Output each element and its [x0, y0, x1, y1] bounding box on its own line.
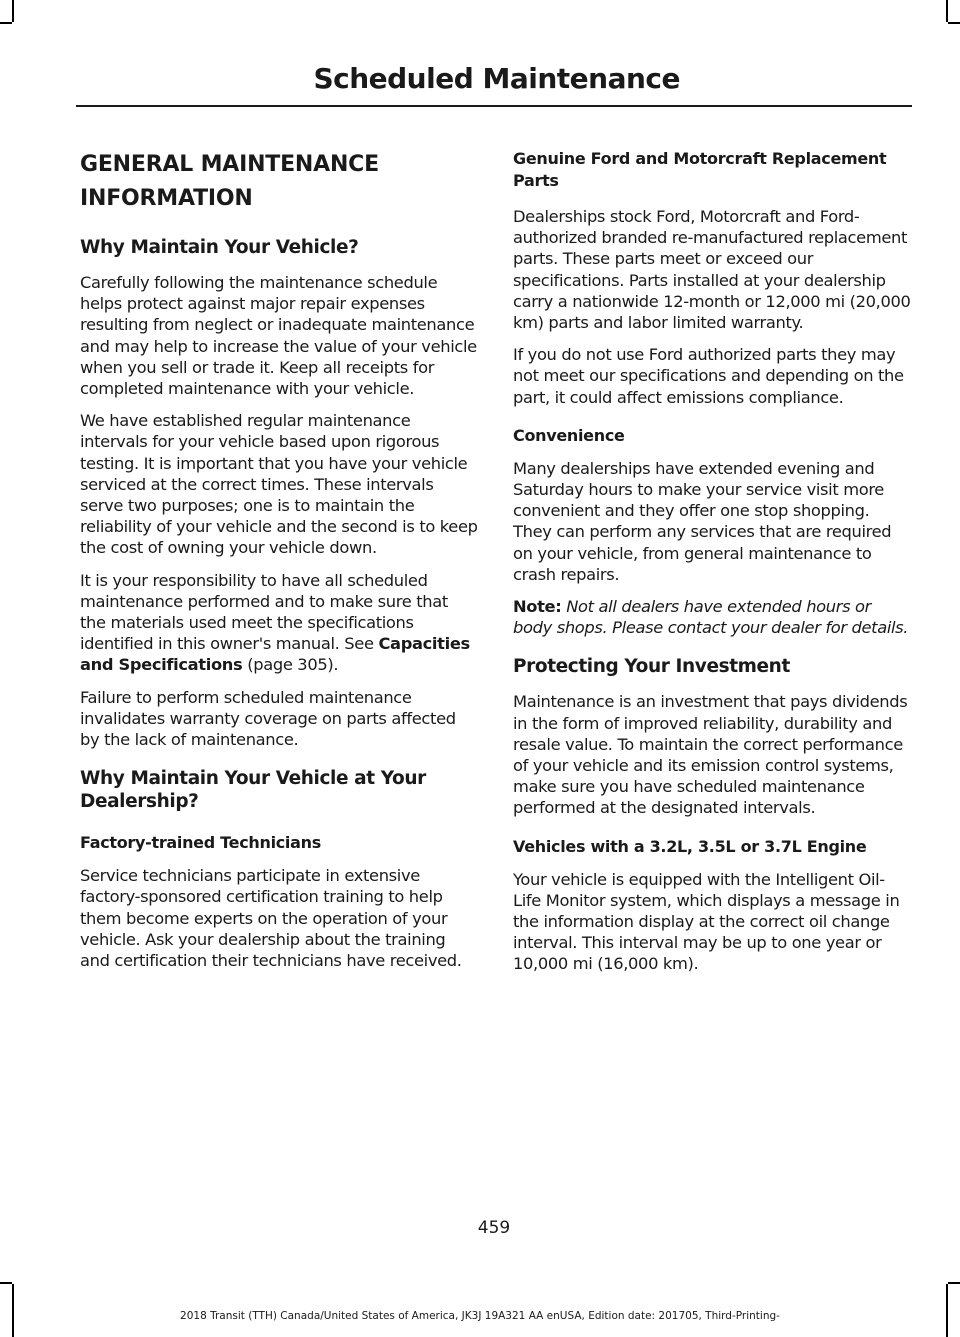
heading-engine: Vehicles with a 3.2L, 3.5L or 3.7L Engine	[513, 836, 867, 856]
header-divider	[76, 105, 912, 107]
crop-mark	[946, 0, 948, 22]
heading-technicians: Factory-trained Technicians	[80, 833, 321, 853]
heading-replacement-parts: Genuine Ford and Motorcraft Replacement Parts	[513, 149, 887, 190]
section-title: Scheduled Maintenance	[313, 62, 680, 95]
paragraph: Many dealerships have extended evening and Saturday hours to make your service visit more convenient and they offer one stop shopping. They can perform any services that are required on your vehicle, from general maintenance to crash repairs.	[513, 458, 892, 584]
left-column	[80, 148, 478, 982]
crop-mark	[948, 22, 960, 24]
footer-edition-info: 2018 Transit (TTH) Canada/United States of America, JK3J 19A321 AA enUSA, Edition date: 201705, Third-Printing-	[180, 1310, 780, 1322]
paragraph: Carefully following the maintenance schedule helps protect against major repair expenses resulting from neglect or inadequate maintenance and may help to increase the value of your vehicle when you sell or trade it. Keep all receipts for completed maintenance with your vehicle.	[80, 273, 477, 399]
page-number: 459	[477, 1218, 511, 1238]
paragraph: It is your responsibility to have all scheduled maintenance performed and to make sure that the materials used meet the specifications identified in this owner's manual. See Capacities and Specifications (page 305).	[80, 570, 470, 675]
heading-dealership: Why Maintain Your Vehicle at Your Dealership?	[80, 768, 426, 813]
note: Note: Not all dealers have extended hours or body shops. Please contact your dealer for details.	[513, 597, 909, 638]
paragraph: Your vehicle is equipped with the Intelligent Oil-Life Monitor system, which displays a message in the information display at the correct oil change interval. This interval may be up to one year or 10,000 mi (16,000 km).	[513, 869, 900, 974]
paragraph: Maintenance is an investment that pays dividends in the form of improved reliability, durability and resale value. To maintain the correct performance of your vehicle and its emission control systems, make sure you have scheduled maintenance performed at the designated intervals.	[513, 692, 908, 818]
heading-why-maintain: Why Maintain Your Vehicle?	[80, 237, 359, 258]
crop-mark	[0, 1282, 12, 1284]
right-column	[513, 148, 911, 986]
heading-protecting-investment: Protecting Your Investment	[513, 656, 790, 678]
paragraph: Dealerships stock Ford, Motorcraft and Ford-authorized branded re-manufactured replacement parts. These parts meet or exceed our specifications. Parts installed at your dealership carry a nationwide 12-month or 12,000 mi (20,000 km) parts and labor limited warranty.	[513, 207, 911, 333]
note-label: Note:	[513, 597, 562, 617]
paragraph: If you do not use Ford authorized parts they may not meet our specifications and depending on the part, it could affect emissions compliance.	[513, 345, 904, 407]
paragraph: Failure to perform scheduled maintenance invalidates warranty coverage on parts affected by the lack of maintenance.	[80, 687, 456, 750]
crop-mark	[12, 0, 14, 22]
crop-mark	[0, 22, 12, 24]
paragraph: Service technicians participate in extensive factory-sponsored certification training to help them become experts on the operation of your vehicle. Ask your dealership about the training and certification their technicians have received.	[80, 866, 462, 971]
main-heading: GENERAL MAINTENANCE INFORMATION	[80, 152, 379, 211]
cross-reference-link[interactable]: Capacities and Specifications	[80, 634, 470, 675]
heading-convenience: Convenience	[513, 425, 625, 445]
paragraph: We have established regular maintenance intervals for your vehicle based upon rigorous testing. It is important that you have your vehicle serviced at the correct times. These intervals serve two purposes; one is to maintain the reliability of your vehicle and the second is to keep the cost of owning your vehicle down.	[80, 411, 478, 558]
crop-mark	[948, 1282, 960, 1284]
